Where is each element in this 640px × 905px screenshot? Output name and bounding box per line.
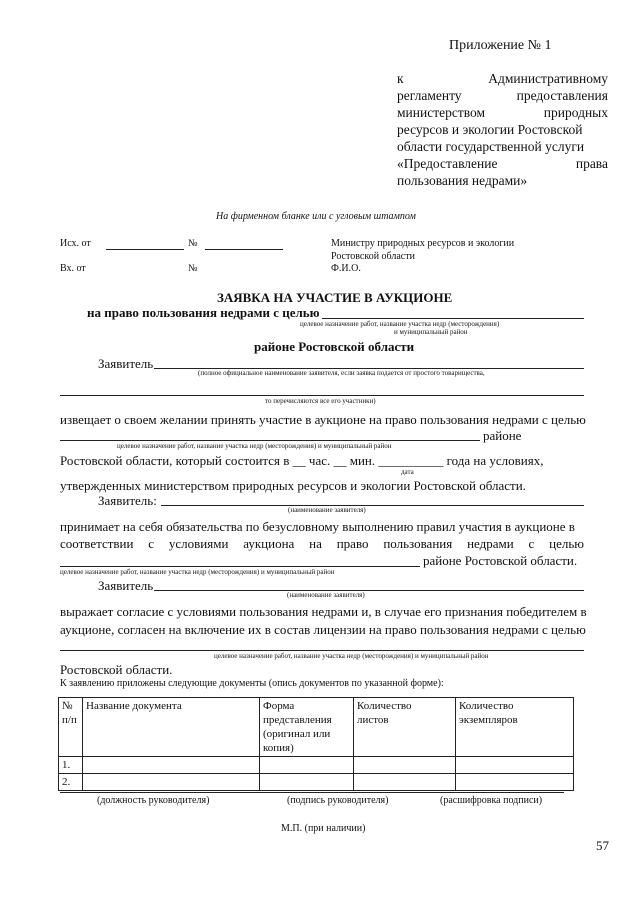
stamp-note: М.П. (при наличии): [281, 823, 366, 834]
purpose-field[interactable]: [322, 318, 584, 319]
purpose-hint: целевое назначение работ, название участка недр (месторождения): [300, 320, 500, 328]
para2-district: районе Ростовской области.: [423, 553, 578, 568]
table-cell[interactable]: [456, 774, 574, 791]
position-caption: (должность руководителя): [97, 795, 210, 806]
para2-word: условиями: [168, 536, 229, 551]
para3-purpose-field[interactable]: [60, 650, 584, 651]
reg-word: Административному: [488, 71, 608, 86]
para2-word: на: [309, 536, 322, 551]
reg-line: ресурсов и экологии Ростовской: [397, 122, 583, 137]
applicant-3-hint: (наименование заявителя): [287, 591, 365, 599]
para2-word: с: [148, 536, 155, 551]
signature-line[interactable]: [60, 792, 564, 793]
table-header-number: № п/п: [59, 698, 83, 757]
table-cell[interactable]: [354, 757, 456, 774]
para2-word: недрами: [467, 536, 514, 551]
incoming-number-label: №: [188, 263, 198, 274]
form-title: ЗАЯВКА НА УЧАСТИЕ В АУКЦИОНЕ: [217, 290, 453, 305]
addressee-line: Министру природных ресурсов и экологии: [331, 238, 515, 249]
applicant-2-hint: (наименование заявителя): [288, 506, 366, 514]
table-header-row: [59, 698, 574, 757]
para1-line4: утвержденных министерством природных ресурсов и экологии Ростовской области.: [60, 478, 526, 493]
outgoing-number-field[interactable]: [205, 249, 283, 250]
applicant-3-field[interactable]: [154, 590, 584, 591]
addressee-line: Ф.И.О.: [331, 263, 361, 274]
applicant-2-field[interactable]: [161, 505, 584, 506]
applicant-label-2: Заявитель:: [98, 493, 157, 508]
reg-word: предоставления: [516, 88, 608, 103]
table-cell[interactable]: [260, 774, 354, 791]
regulation-reference: [397, 70, 608, 189]
reg-word: природных: [543, 105, 608, 120]
reg-line: пользования недрами»: [397, 173, 528, 188]
table-cell: 1.: [59, 757, 83, 774]
table-cell[interactable]: [83, 774, 260, 791]
participants-hint: то перечисляются все его участники): [265, 397, 376, 405]
para1-line3: Ростовской области, который состоится в __ час. __ мин. __________ года на условиях,: [60, 453, 544, 468]
table-header-form: Форма представления (оригинал или копия): [260, 698, 354, 757]
para3-line1: выражает согласие с условиями пользования недрами и, в случае его признания победителем в: [60, 604, 587, 619]
documents-table: [58, 697, 574, 791]
incoming-label: Вх. от: [60, 263, 86, 274]
reg-line: области государственной услуги: [397, 139, 585, 154]
table-cell: 2.: [59, 774, 83, 791]
table-row: [59, 774, 574, 791]
district-heading: районе Ростовской области: [254, 339, 415, 354]
para2-line2: [60, 536, 584, 552]
para2-word: аукциона: [243, 536, 295, 551]
table-header-sheets: Количество листов: [354, 698, 456, 757]
reg-word: права: [575, 156, 608, 171]
para1-district-word: районе: [483, 428, 522, 443]
table-row: [59, 757, 574, 774]
attachments-intro: К заявлению приложены следующие документы (опись документов по указанной форме):: [60, 678, 444, 689]
outgoing-date-field[interactable]: [106, 249, 184, 250]
addressee: [331, 238, 514, 276]
addressee-line: Ростовской области: [331, 250, 415, 262]
date-hint: дата: [401, 468, 414, 476]
para2-word: соответствии: [60, 536, 134, 551]
applicant-field-2[interactable]: [60, 395, 584, 396]
appendix-title: Приложение № 1: [449, 38, 552, 53]
para3-line2: аукционе, согласен на включение их в состав лицензии на право пользования недрами с целью: [60, 622, 586, 637]
para3-line3: Ростовской области.: [60, 662, 173, 677]
table-cell[interactable]: [260, 757, 354, 774]
table-header-name: Название документа: [83, 698, 260, 757]
page-number: 57: [596, 838, 609, 853]
table-cell[interactable]: [354, 774, 456, 791]
outgoing-number-label: №: [188, 238, 198, 249]
applicant-hint: (полное официальное наименование заявителя, если заявка подается от простого товарищества,: [198, 369, 485, 377]
reg-word: «Предоставление: [397, 156, 498, 171]
form-subtitle: на право пользования недрами с целью: [87, 305, 320, 320]
applicant-label: Заявитель: [98, 356, 154, 371]
table-header-copies: Количество экземпляров: [456, 698, 574, 757]
purpose-hint-2: и муниципальный район: [394, 328, 468, 336]
letterhead-note: На фирменном бланке или с угловым штампом: [216, 211, 416, 222]
signature-caption: (подпись руководителя): [287, 795, 389, 806]
para2-hint: целевое назначение работ, название участка недр (месторождения) и муниципальный район: [60, 568, 335, 576]
applicant-label-3: Заявитель: [98, 578, 154, 593]
para3-hint: целевое назначение работ, название участка недр (месторождения) и муниципальный район: [214, 652, 489, 660]
reg-word: регламенту: [397, 88, 462, 103]
para2-word: право: [336, 536, 369, 551]
outgoing-label: Исх. от: [60, 238, 91, 249]
para1-hint: целевое назначение работ, название участка недр (месторождения) и муниципальный район: [117, 442, 392, 450]
reg-word: к: [397, 71, 404, 86]
para1-line1: извещает о своем желании принять участие в аукционе на право пользования недрами с целью: [60, 412, 586, 427]
para2-word: целью: [549, 536, 584, 551]
para2-word: с: [528, 536, 535, 551]
reg-word: министерством: [397, 105, 486, 120]
para2-purpose-field[interactable]: [60, 566, 420, 567]
table-cell[interactable]: [83, 757, 260, 774]
table-cell[interactable]: [456, 757, 574, 774]
para1-purpose-field[interactable]: [60, 440, 480, 441]
decoding-caption: (расшифровка подписи): [440, 795, 543, 806]
para2-line1: принимает на себя обязательства по безусловному выполнению правил участия в аукционе в: [60, 519, 575, 534]
para2-word: пользования: [383, 536, 453, 551]
